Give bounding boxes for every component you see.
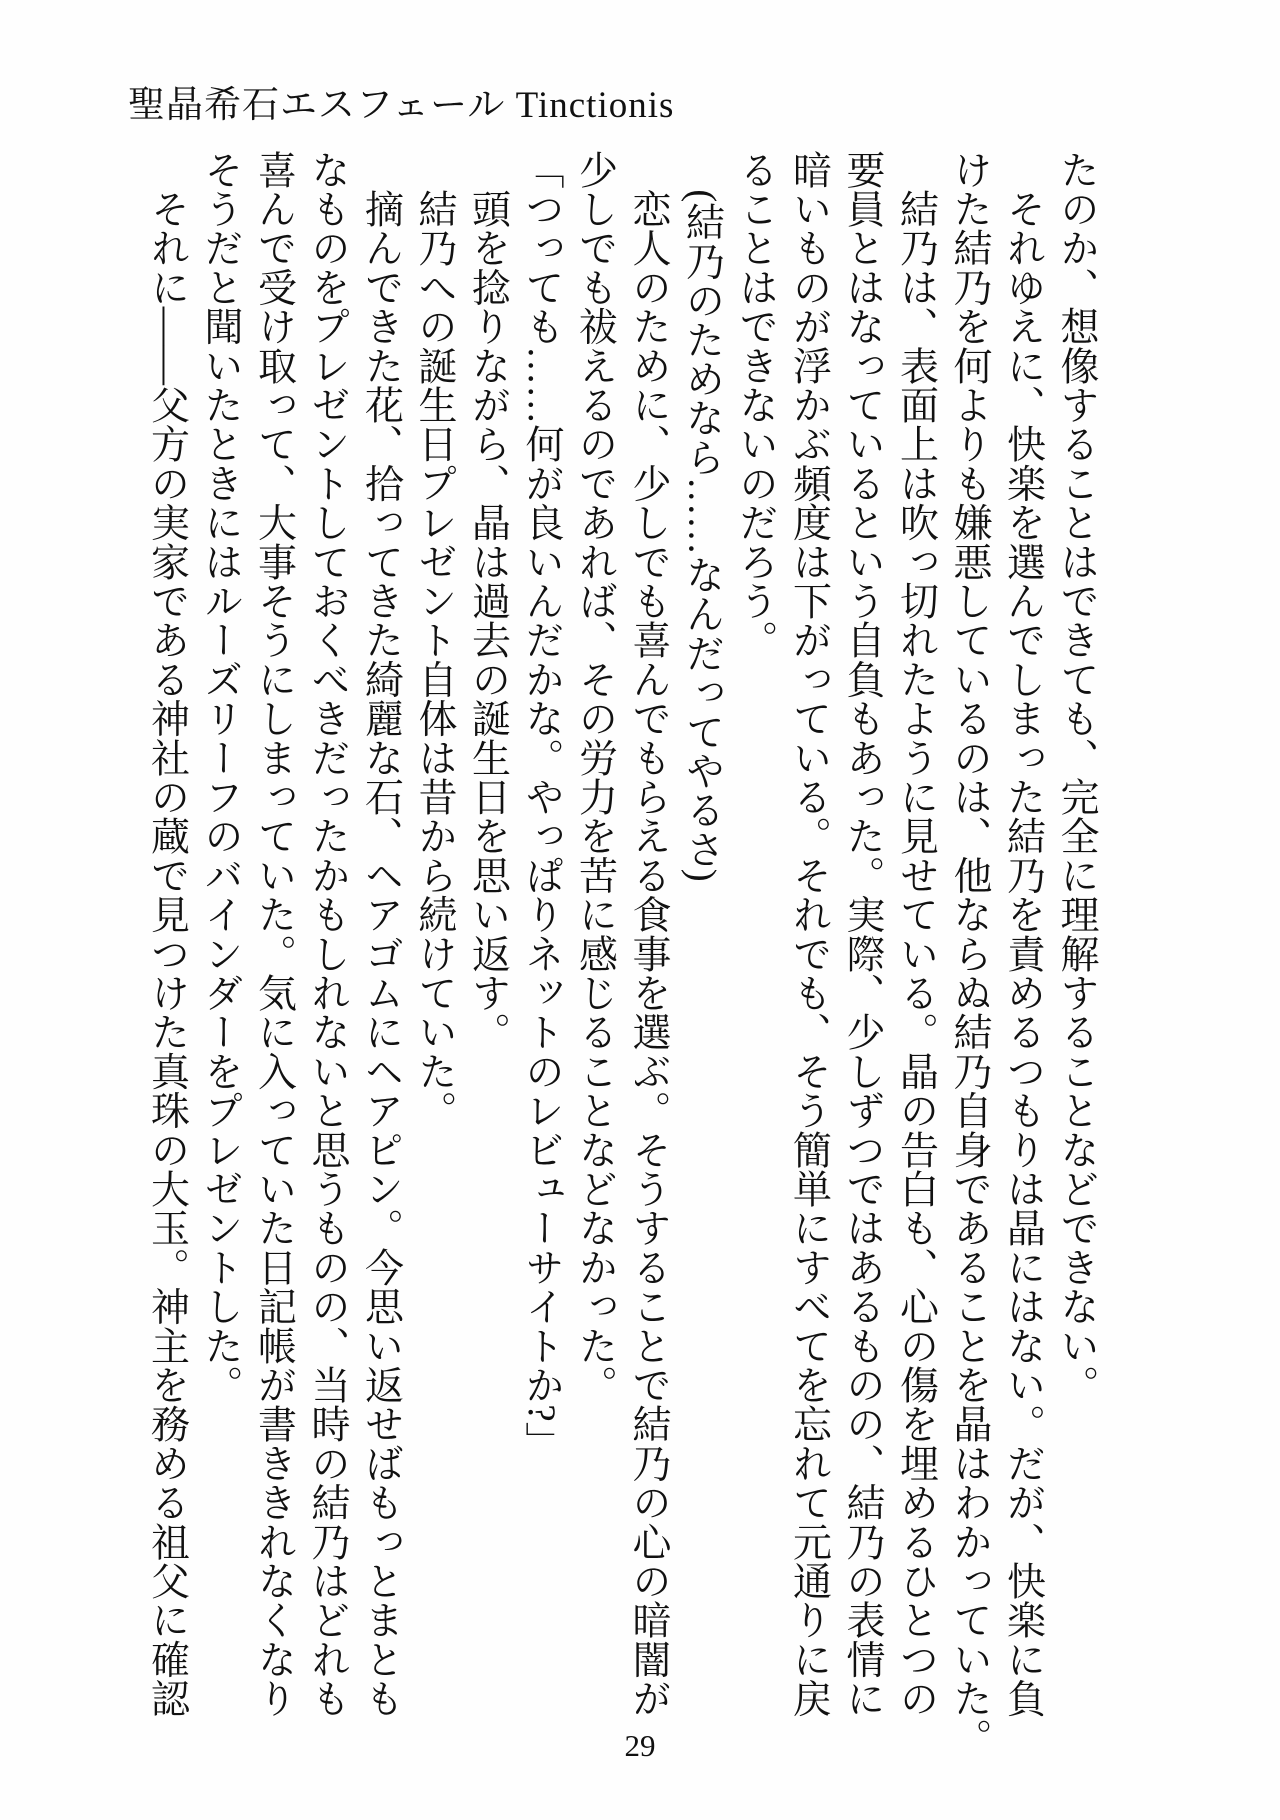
- text-column: なものをプレゼントしておくべきだったかもしれないと思うものの、当時の結乃はどれも: [306, 150, 349, 1718]
- text-column: たのか、想像することはできても、完全に理解することなどできない。: [1055, 150, 1098, 1405]
- text-column: そうだと聞いたときにはルーズリーフのバインダーをプレゼントした。: [199, 150, 242, 1405]
- text-column: それに――父方の実家である神社の蔵で見つけた真珠の大玉。神主を務める祖父に確認: [145, 150, 189, 1718]
- running-header-title: 聖晶希石エスフェール Tinctionis: [128, 85, 675, 126]
- text-column: 喜んで受け取って、大事そうにしまっていた。気に入っていた日記帳が書ききれなくなり: [252, 150, 296, 1718]
- text-column: 暗いものが浮かぶ頻度は下がっている。それでも、そう簡単にすべてを忘れて元通りに戻: [787, 150, 831, 1718]
- text-column: 結乃は、表面上は吹っ切れたように見せている。晶の告白も、心の傷を埋めるひとつの: [894, 150, 938, 1718]
- text-column: けた結乃を何よりも嫌悪しているのは、他ならぬ結乃自身であることを晶はわかっていた。: [948, 150, 991, 1758]
- text-column: 恋人のために、少しでも喜んでもらえる食事を選ぶ。そうすることで結乃の心の暗闇が: [627, 150, 670, 1718]
- text-column: (結乃のためなら……なんだってやるさ): [680, 150, 724, 882]
- text-column: 摘んできた花、拾ってきた綺麗な石、ヘアゴムにヘアピン。今思い返せばもっとまとも: [359, 150, 403, 1718]
- text-column: 要員とはなっているという自負もあった。実際、少しずつではあるものの、結乃の表情に: [841, 150, 884, 1718]
- text-column: 結乃への誕生日プレゼント自体は昔から続けていた。: [413, 150, 456, 1131]
- text-column: 「つっても……何が良いんだかな。やっぱりネットのレビューサイトか?」: [520, 150, 563, 1462]
- page-number: 29: [624, 1728, 656, 1763]
- text-column: 頭を捻りながら、晶は過去の誕生日を思い返す。: [466, 150, 510, 1052]
- text-column: 少しでも祓えるのであれば、その労力を苦に感じることなどなかった。: [573, 150, 617, 1405]
- text-column: ることはできないのだろう。: [734, 150, 777, 660]
- text-column: それゆえに、快楽を選んでしまった結乃を責めるつもりは晶にはない。だが、快楽に負: [1001, 150, 1045, 1718]
